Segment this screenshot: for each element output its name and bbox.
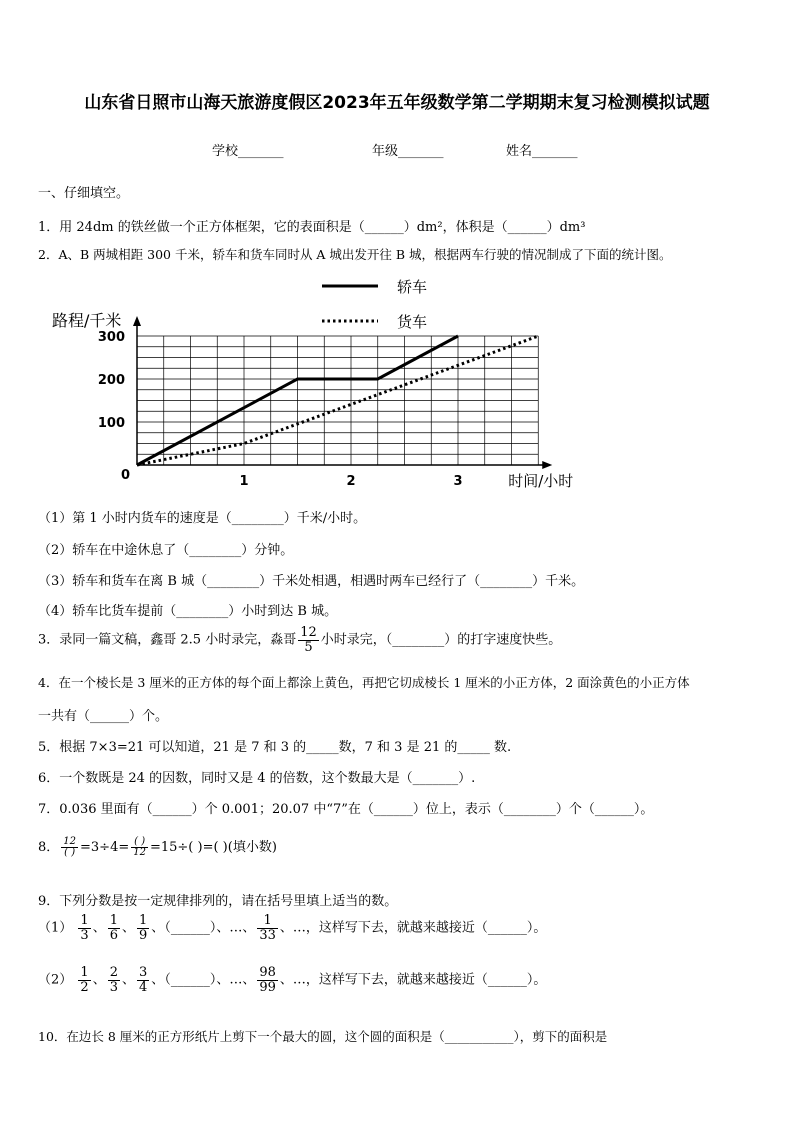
fraction-1-3 — [78, 914, 90, 942]
chart-axes — [133, 316, 552, 469]
fraction-1-6 — [108, 914, 120, 942]
question-10: 10．在边长 8 厘米的正方形纸片上剪下一个最大的圆，这个圆的面积是（___________），剪下的面积是 — [38, 1029, 608, 1044]
chart-grid — [137, 336, 538, 465]
question-6: 6．一个数既是 24 的因数，同时又是 4 的倍数，这个数最大是（_______）. — [38, 771, 476, 786]
fraction-denominator: 9 — [139, 927, 148, 943]
sequence-blank: （______）、…、 — [164, 920, 256, 936]
y-tick-label: 300 — [97, 330, 125, 345]
y-tick-label: 100 — [97, 416, 125, 431]
fraction-numerator: 2 — [109, 965, 118, 980]
origin-label: 0 — [121, 468, 131, 483]
fraction-12-over-blank — [61, 837, 78, 859]
x-tick-label: 2 — [346, 474, 356, 489]
school-field: 学校_______ — [212, 144, 284, 159]
fraction-numerator: 3 — [139, 965, 148, 980]
legend-label: 轿车 — [397, 278, 428, 296]
fraction-numerator: ( ) — [131, 837, 148, 849]
x-tick-label: 1 — [239, 474, 249, 489]
fraction-1-9 — [137, 914, 149, 942]
question-9-intro: 9．下列分数是按一定规律排列的，请在括号里填上适当的数。 — [38, 894, 398, 909]
fraction-blank-over-12 — [131, 837, 148, 859]
question-7: 7．0.036 里面有（______）个 0.001；20.07 中“7”在（______）位上，表示（________）个（______）。 — [38, 802, 654, 817]
fraction-2-3 — [108, 966, 120, 994]
question-8-mid: =3÷4= — [80, 840, 130, 855]
fraction-numerator: 1 — [109, 913, 118, 928]
fraction-1-2 — [78, 966, 90, 994]
fraction-98-99 — [257, 966, 278, 994]
fraction-denominator: 5 — [304, 639, 313, 655]
x-axis-arrow — [542, 461, 552, 469]
question-4-line-1: 4．在一个棱长是 3 厘米的正方体的每个面上都涂上黄色，再把它切成棱长 1 厘米的小正方体，2 面涂黄色的小正方体 — [38, 675, 690, 690]
line-chart — [40, 272, 600, 497]
question-5: 5．根据 7×3=21 可以知道，21 是 7 和 3 的_____数，7 和 3 是 21 的_____ 数. — [38, 740, 512, 755]
fraction-numerator: 1 — [257, 914, 278, 929]
grade-field: 年级_______ — [372, 144, 444, 159]
question-8-suffix: =15÷( )=( )(填小数) — [149, 840, 277, 855]
fraction-denominator: 2 — [80, 979, 89, 995]
question-2: 2．A、B 两城相距 300 千米，轿车和货车同时从 A 城出发开往 B 城，根据两车行驶的情况制成了下面的统计图。 — [38, 247, 672, 262]
sequence-label: （2） — [38, 972, 73, 988]
fraction-12-5 — [298, 626, 319, 654]
question-2-part-1: （1）第 1 小时内货车的速度是（________）千米/小时。 — [38, 511, 367, 526]
question-4-line-2: 一共有（______）个。 — [38, 709, 169, 724]
fraction-denominator: 12 — [133, 847, 146, 858]
sequence-tail: 、…，这样写下去，就越来越接近（______）。 — [279, 972, 547, 988]
fraction-numerator: 12 — [63, 835, 77, 847]
x-axis-label: 时间/小时 — [508, 472, 574, 490]
question-2-part-3: （3）轿车和货车在离 B 城（________）千米处相遇，相遇时两车已经行了（________）千米。 — [38, 574, 585, 589]
question-2-part-4: （4）轿车比货车提前（________）小时到达 B 城。 — [38, 604, 338, 619]
section-heading: 一、仔细填空。 — [38, 186, 130, 201]
y-axis-arrow — [133, 316, 141, 326]
fraction-numerator: 98 — [259, 965, 276, 980]
x-tick-label: 3 — [453, 474, 463, 489]
fraction-numerator: 1 — [80, 965, 89, 980]
y-tick-label: 200 — [97, 373, 125, 388]
fraction-1-33 — [257, 914, 278, 942]
sequence-tail: 、…，这样写下去，就越来越接近（______）。 — [279, 920, 547, 936]
legend-label: 货车 — [397, 313, 428, 331]
fraction-denominator: 6 — [109, 927, 118, 943]
question-9-sequence-2: （2） $\frac{1}{2}$ 、 $\frac{2}{3}$ 、 $\frac{3}{4}$ 、（______）、…、 $\frac{98}{99}$ 、…，这样写下去，就越来越接近（______）。 — [38, 965, 547, 995]
fraction-denominator: 4 — [139, 979, 148, 995]
question-8 — [38, 836, 277, 859]
question-2-part-2: （2）轿车在中途休息了（________）分钟。 — [38, 543, 294, 558]
fraction-denominator: 3 — [80, 927, 89, 943]
fraction-denominator: 99 — [259, 979, 276, 995]
question-3-text-a: 3．录同一篇文稿，鑫哥 2.5 小时录完，淼哥 — [38, 632, 297, 648]
fraction-3-4 — [137, 966, 149, 994]
question-3-text-b: 小时录完，（________）的打字速度快些。 — [320, 632, 562, 648]
sequence-label: （1） — [38, 920, 73, 936]
sequence-blank: （______）、…、 — [164, 972, 256, 988]
question-1: 1．用 24dm 的铁丝做一个正方体框架，它的表面积是（______）dm²，体积是（______）dm³ — [38, 220, 586, 235]
fraction-numerator: 12 — [300, 625, 317, 640]
y-axis-label: 路程/千米 — [52, 311, 122, 330]
fraction-denominator: ( ) — [64, 847, 76, 858]
question-3 — [38, 626, 561, 654]
question-9-sequence-1: （1） $\frac{1}{3}$ 、 $\frac{1}{6}$ 、 $\frac{1}{9}$ 、（______）、…、 $\frac{1}{33}$ 、…，这样写下去，就越来越接近（______）。 — [38, 913, 547, 943]
page-title: 山东省日照市山海天旅游度假区2023年五年级数学第二学期期末复习检测模拟试题 — [84, 93, 710, 113]
fraction-denominator: 3 — [109, 979, 118, 995]
fraction-numerator: 1 — [80, 913, 89, 928]
question-8-prefix: 8． — [38, 840, 60, 855]
name-field: 姓名_______ — [506, 144, 578, 159]
chart-legend — [322, 278, 427, 331]
fraction-denominator: 33 — [259, 927, 276, 943]
fraction-numerator: 1 — [139, 913, 148, 928]
